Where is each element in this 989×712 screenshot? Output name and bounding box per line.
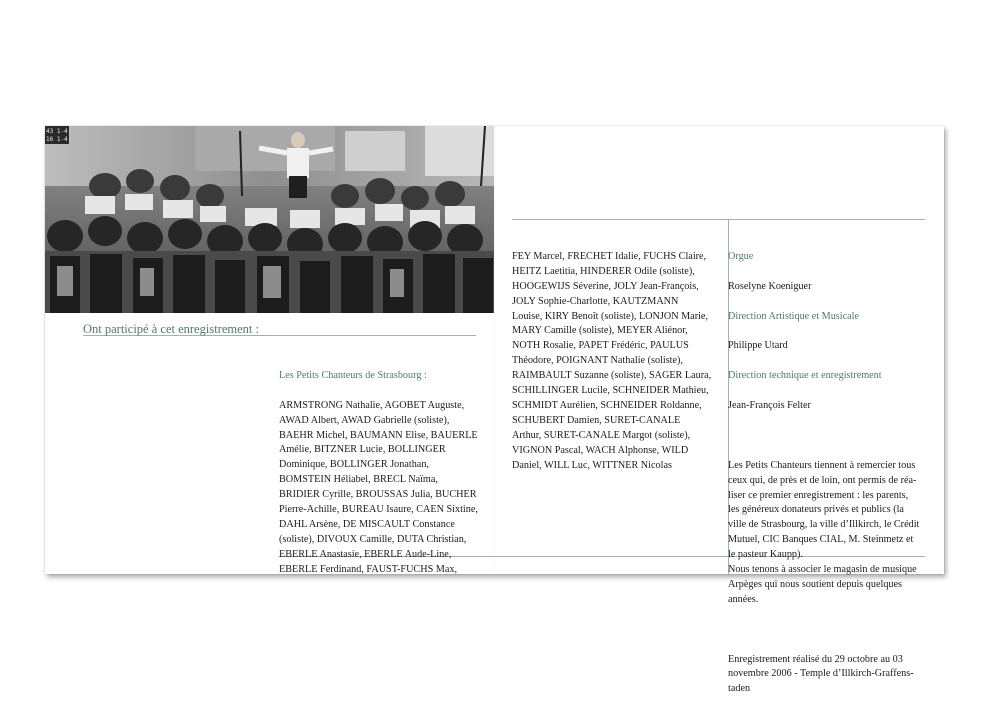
credit-name-technical-direction: Jean-François Felter <box>728 399 811 411</box>
spacer <box>728 429 933 444</box>
thanks-paragraph: Les Petits Chanteurs tiennent à remercier tous ceux qui, de près et de loin, ont permis de réa- liser ce premier enregistrement : les parents, les généreux donateurs privés et publics (la ville de Strasbourg, la ville d’Illkirch, le Crédit Mutuel, CIC Banques CIAL, M. Steinmetz et le pasteur Kaupp). Nous tenons à associer le magasin de musique Arpèges qui nous soutient depuis quelques années. <box>728 459 920 605</box>
choir-title: Les Petits Chanteurs de Strasbourg : <box>279 369 427 381</box>
choir-rehearsal-image <box>45 126 494 313</box>
booklet-spread <box>45 126 944 695</box>
members-column-2 <box>512 235 712 488</box>
credit-name-organ: Roselyne Koeniguer <box>728 280 812 292</box>
credit-role-organ: Orgue <box>728 250 754 262</box>
members-list-part-1: ARMSTRONG Nathalie, AGOBET Auguste, AWAD Albert, AWAD Gabrielle (soliste), BAEHR Michel, BAUMANN Elise, BAUERLE Amélie, BITZNER Lucie, BOLLINGER Dominique, BOLLINGER Jonathan, BOMSTEIN Héliabel, BRECL Naïma, BRIDIER Cyrille, BROUSSAS Julia, BUCHER Pierre-Achille, BUREAU Isaure, CAEN Sixtine, DAHL Arsène, DE MISCAULT Constance (soliste), DIVOUX Camille, DUTA Christian, EBERLE Anastasie, EBERLE Aude-Line, EBERLE Ferdinand, FAUST-FUCHS Max, <box>279 399 478 575</box>
recording-note: Enregistrement réalisé du 29 octobre au 03 novembre 2006 - Temple d’Illkirch-Graffens- taden <box>728 653 914 695</box>
hymn-board: 43 1-4 <box>46 128 68 135</box>
credits-column <box>728 235 933 712</box>
credit-role-artistic-direction: Direction Artistique et Musicale <box>728 310 859 322</box>
members-list-part-2: FEY Marcel, FRECHET Idalie, FUCHS Claire, HEITZ Laetitia, HINDERER Odile (soliste), HOOGEWIJS Séverine, JOLY Jean-François, JOLY Sophie-Charlotte, KAUTZMANN Louise, KIRY Benoît (soliste), LONJON Marie, MARY Camille (soliste), MEYER Aliénor, NOTH Rosalie, PAPET Frédéric, PAULUS Théodore, POIGNANT Nathalie (soliste), RAIMBAULT Suzanne (soliste), SAGER Laura, SCHILLINGER Lucile, SCHNEIDER Mathieu, SCHMIDT Aurélien, SCHNEIDER Roldanne, SCHUBERT Damien, SURET-CANALE Arthur, SURET-CANALE Margot (soliste), VIGNON Pascal, WACH Alphonse, WILD Daniel, WILL Luc, WITTNER Nicolas <box>512 250 712 471</box>
svg-text:16 1-4: 16 1-4 <box>46 136 68 143</box>
participants-heading: Ont participé à cet enregistrement : <box>83 322 259 336</box>
spacer <box>728 623 933 638</box>
choir-photo <box>45 126 494 313</box>
credit-name-artistic-direction: Philippe Utard <box>728 340 788 352</box>
members-column-1 <box>279 354 479 593</box>
credit-role-technical-direction: Direction technique et enregistrement <box>728 370 882 382</box>
center-fold <box>494 126 495 574</box>
top-right-rule <box>512 219 925 220</box>
